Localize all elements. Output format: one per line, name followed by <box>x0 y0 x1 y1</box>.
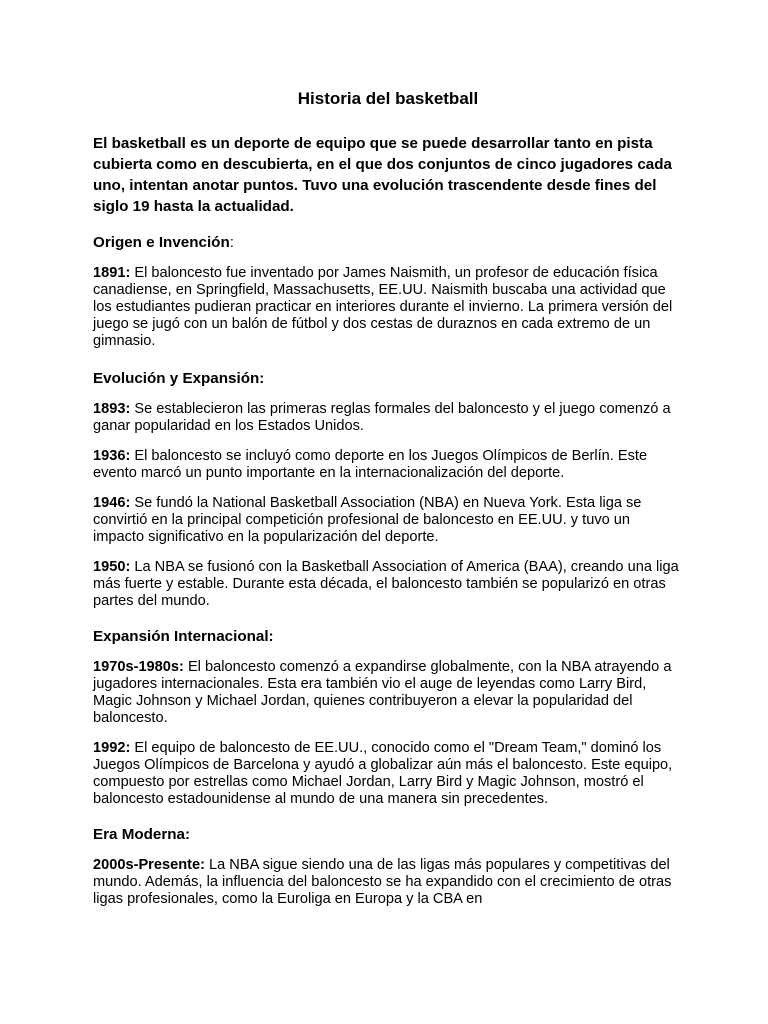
entry-text: El equipo de baloncesto de EE.UU., conocido como el "Dream Team," dominó los Juegos Olímpicos de Barcelona y ayudó a globalizar aún más el baloncesto. Este equipo, compuesto por estrellas como Michael Jordan, Larry Bird y Magic Johnson, mostró el baloncesto estadounidense al mundo de una manera sin precedentes. <box>93 740 673 807</box>
entry-year: 1950: <box>93 559 131 575</box>
timeline-entry <box>93 740 683 808</box>
entry-year: 1946: <box>93 495 131 511</box>
entry-text: La NBA se fusionó con la Basketball Association of America (BAA), creando una liga más fuerte y estable. Durante esta década, el baloncesto también se popularizó en otras partes del mundo. <box>93 559 679 609</box>
entry-year: 1891: <box>93 265 131 281</box>
entry-text: Se fundó la National Basketball Association (NBA) en Nueva York. Esta liga se convirtió en la principal competición profesional de baloncesto en EE.UU. y tuvo un impacto significativo en la popularización del deporte. <box>93 495 642 545</box>
entry-text: El baloncesto comenzó a expandirse globalmente, con la NBA atrayendo a jugadores internacionales. Esta era también vio el auge de leyendas como Larry Bird, Magic Johnson y Michael Jordan, quienes contribuyeron a elevar la popularidad del baloncesto. <box>93 659 672 726</box>
section-era-moderna <box>93 825 683 908</box>
entry-text: Se establecieron las primeras reglas formales del baloncesto y el juego comenzó a ganar popularidad en los Estados Unidos. <box>93 401 671 434</box>
timeline-entry <box>93 559 683 610</box>
entry-year: 1992: <box>93 740 131 756</box>
section-heading-colon: : <box>229 234 234 251</box>
section-heading: Expansión Internacional: <box>93 628 274 645</box>
section-expansion-internacional <box>93 627 683 808</box>
entry-text: El baloncesto se incluyó como deporte en los Juegos Olímpicos de Berlín. Este evento marcó un punto importante en la internacionalización del deporte. <box>93 448 648 481</box>
entry-year: 1936: <box>93 448 131 464</box>
entry-text: La NBA sigue siendo una de las ligas más populares y competitivas del mundo. Además, la influencia del baloncesto se ha expandido con el crecimiento de otras ligas profesionales, como la Euroliga en Europa y la CBA en <box>93 857 672 907</box>
section-heading: Evolución y Expansión: <box>93 370 265 387</box>
entry-year: 1893: <box>93 401 131 417</box>
timeline-entry <box>93 401 683 435</box>
section-heading: Era Moderna: <box>93 826 191 843</box>
section-evolucion <box>93 369 683 610</box>
entry-year: 1970s-1980s: <box>93 659 184 675</box>
timeline-entry <box>93 448 683 482</box>
section-origen <box>93 233 683 350</box>
timeline-entry <box>93 857 683 908</box>
entry-year: 2000s-Presente: <box>93 857 205 873</box>
intro-paragraph: El basketball es un deporte de equipo que se puede desarrollar tanto en pista cubierta como en descubierta, en el que dos conjuntos de cinco jugadores cada uno, intentan anotar puntos. Tuvo una evolución trascendente desde fines del siglo 19 hasta la actualidad. <box>93 135 672 215</box>
timeline-entry <box>93 495 683 546</box>
entry-text: El baloncesto fue inventado por James Naismith, un profesor de educación física canadiense, en Springfield, Massachusetts, EE.UU. Naismith buscaba una actividad que los estudiantes pudieran practicar en interiores durante el invierno. La primera versión del juego se jugó con un balón de fútbol y dos cestas de duraznos en cada extremo de un gimnasio. <box>93 265 673 349</box>
document-title: Historia del basketball <box>297 89 479 108</box>
timeline-entry <box>93 659 683 727</box>
section-heading <box>93 233 683 253</box>
document-page <box>93 88 683 921</box>
section-heading-text: Origen e Invención <box>93 234 230 251</box>
timeline-entry <box>93 265 683 350</box>
